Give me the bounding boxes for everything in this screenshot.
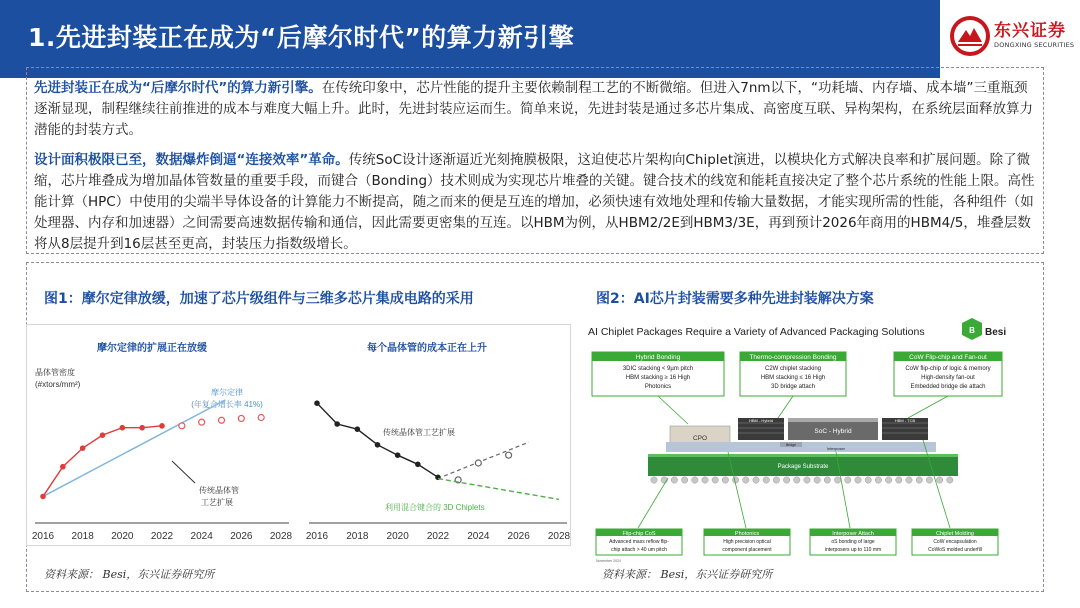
figure-1-title: 图1：摩尔定律放缓，加速了芯片级组件与三维多芯片集成电路的采用 — [44, 291, 474, 307]
chart1-xtick: 2024 — [190, 531, 213, 542]
solder-ball — [722, 477, 728, 483]
svg-text:component placement: component placement — [722, 547, 772, 553]
svg-text:Embedded bridge die attach: Embedded bridge die attach — [910, 384, 986, 390]
solder-ball — [651, 477, 657, 483]
chart2-scaling-label: 传统晶体管工艺扩展 — [383, 428, 455, 437]
chart1-actual-point — [80, 445, 86, 451]
svg-text:Photonics: Photonics — [734, 531, 760, 537]
chart2-projected-point — [475, 460, 481, 466]
solder-ball — [926, 477, 932, 483]
chart1-projected-point — [258, 415, 264, 421]
svg-text:Hybrid Bonding: Hybrid Bonding — [635, 354, 681, 361]
svg-text:CoWoS molded underfill: CoWoS molded underfill — [928, 547, 982, 553]
bottom-connectors — [638, 440, 950, 528]
chart2-xtick: 2020 — [386, 531, 409, 542]
svg-text:HBM - TCB: HBM - TCB — [894, 418, 916, 423]
package-stack — [648, 418, 958, 476]
figure-2-svg — [578, 318, 1018, 563]
paragraph-1 — [34, 78, 1036, 141]
chart2-historical-point — [415, 462, 421, 468]
chart1-xtick: 2026 — [230, 531, 253, 542]
figure-2-source: 资料来源： Besi，东兴证券研究所 — [602, 568, 773, 581]
chart2-xtick: 2022 — [426, 531, 450, 542]
solder-ball — [906, 477, 912, 483]
svg-text:CoW Flip-chip and Fan-out: CoW Flip-chip and Fan-out — [909, 354, 987, 361]
svg-text:Interposer: Interposer — [826, 446, 846, 451]
chart2-historical-point — [355, 426, 361, 432]
chart2-xtick: 2024 — [467, 531, 490, 542]
solder-ball — [845, 477, 851, 483]
svg-text:oS bonding of large: oS bonding of large — [831, 539, 875, 545]
dongxing-logo-icon — [948, 14, 992, 58]
paragraph-2-lead: 设计面积极限已至，数据爆炸倒逼“连接效率”革命。 — [34, 152, 349, 168]
svg-text:Flip-chip CoS: Flip-chip CoS — [622, 531, 656, 537]
chart2-hybrid-line — [438, 479, 559, 500]
svg-text:3D bridge attach: 3D bridge attach — [770, 384, 816, 390]
solder-ball — [936, 477, 942, 483]
svg-text:CoW flip-chip of logic & memor: CoW flip-chip of logic & memory — [905, 366, 991, 372]
chart2-xtick: 2028 — [547, 531, 571, 542]
svg-text:HBM stacking ≥ 16 High: HBM stacking ≥ 16 High — [625, 375, 691, 381]
svg-text:Interposer Attach: Interposer Attach — [832, 531, 874, 537]
chart1-moore-label-line1: 摩尔定律 — [211, 388, 243, 397]
solder-ball — [855, 477, 861, 483]
solder-ball — [681, 477, 687, 483]
solder-ball — [834, 477, 840, 483]
solder-ball — [753, 477, 759, 483]
svg-text:chip attach > 40 um pitch: chip attach > 40 um pitch — [611, 547, 667, 553]
chart1-xtick: 2020 — [111, 531, 134, 542]
svg-text:CPO: CPO — [692, 435, 708, 442]
paragraph-1-lead: 先进封装正在成为“后摩尔时代”的算力新引擎。 — [34, 80, 322, 96]
svg-text:Advanced mass reflow flip-: Advanced mass reflow flip- — [609, 539, 669, 545]
chart1-projected-point — [219, 417, 225, 423]
chart2-historical-point — [314, 400, 320, 406]
solder-ball — [865, 477, 871, 483]
figure-2-title: 图2：AI芯片封装需要多种先进封装解决方案 — [596, 291, 874, 307]
svg-text:High-density fan-out: High-density fan-out — [921, 375, 975, 381]
top-box-hybrid — [592, 352, 724, 396]
chart1-moore-label-line2: (年复合增长率 41%) — [191, 400, 263, 409]
svg-text:HBM stacking ≤ 16 High: HBM stacking ≤ 16 High — [760, 375, 826, 381]
svg-text:Photonics: Photonics — [644, 384, 672, 390]
chart1-actual-point — [139, 425, 145, 431]
bottom-box-photonics — [704, 529, 790, 555]
solder-ball — [794, 477, 800, 483]
solder-ball — [947, 477, 953, 483]
solder-ball — [875, 477, 881, 483]
chart1-title: 摩尔定律的扩展正在放缓 — [97, 343, 207, 354]
besi-wordmark: Besi — [985, 327, 1007, 338]
chart1-trend-line — [43, 400, 225, 497]
svg-text:interposers up to 110 mm: interposers up to 110 mm — [824, 547, 882, 553]
chart2-chiplet-label: 利用混合键合的 3D Chiplets — [385, 503, 485, 512]
page-title: 1.先进封装正在成为“后摩尔时代”的算力新引擎 — [28, 23, 575, 52]
chart2-xtick: 2026 — [507, 531, 530, 542]
chart1-actual-point — [120, 425, 126, 431]
chart1-scaling-label-line2: 工艺扩展 — [201, 498, 233, 507]
logo-text-cn: 东兴证券 — [994, 21, 1066, 41]
svg-text:CoW encapsulation: CoW encapsulation — [933, 539, 977, 545]
chart2-title: 每个晶体管的成本正在上升 — [367, 343, 487, 354]
solder-ball — [692, 477, 698, 483]
chart1-xtick: 2028 — [269, 531, 293, 542]
paragraph-1-body: 在传统印象中，芯片性能的提升主要依赖制程工艺的不断微缩。但进入7nm以下，“功耗墙、内存墙、成本墙”三重瓶颈逐渐显现，制程继续往前推进的成本与难度大幅上升。此时，先进封装应运而生。简单来说，先进封装是通过多芯片集成、高密度互联、异构架构，在系统层面释放算力潜能的封装方式。 — [34, 80, 1033, 138]
chart1-ylabel-line1: 晶体管密度 — [35, 368, 75, 377]
solder-ball — [773, 477, 779, 483]
chart1-actual-point — [40, 494, 46, 500]
svg-text:Bridge: Bridge — [785, 443, 797, 447]
company-logo — [948, 12, 1073, 62]
solder-ball — [824, 477, 830, 483]
chart2-projected-line — [444, 442, 529, 476]
figure-1-svg — [27, 325, 572, 547]
paragraph-2 — [34, 150, 1036, 255]
chart1-xtick: 2016 — [31, 531, 55, 542]
solder-ball — [916, 477, 922, 483]
paragraph-2-body: 传统SoC设计逐渐逼近光刻掩膜极限，这迫使芯片架构向Chiplet演进，以模块化方式解决良率和扩展问题。除了微缩，芯片堆叠成为增加晶体管数量的重要手段，而键合（Bonding）技术则成为实现芯片堆叠的关键。键合技术的线宽和能耗直接决定了整个芯片系统的性能上限。高性能计算（HPC）中使用的尖端半导体设备的计算能力不断提高，随之而来的便是互连的增加，必须快速有效地处理和传输大量数据，才能实现所需的性能，各种组件（如处理器、内存和加速器）之间需要高速数据传输和通信，因此需要更密集的互连。以HBM为例，从HBM2/2E到HBM3/3E，再到预计2026年商用的HBM4/5，堆叠层数将从8层提升到16层甚至更高，封装压力指数级增长。 — [34, 152, 1035, 252]
solder-ball — [814, 477, 820, 483]
diagram-footer: November 2024 — [596, 559, 621, 563]
solder-ball — [763, 477, 769, 483]
figure-1-source: 资料来源： Besi，东兴证券研究所 — [44, 568, 215, 581]
solder-ball — [671, 477, 677, 483]
chart2-xtick: 2018 — [346, 531, 369, 542]
chart2-xtick: 2016 — [305, 531, 329, 542]
top-box-cow — [894, 352, 1002, 396]
svg-text:High precision optical: High precision optical — [723, 539, 771, 545]
solder-ball — [783, 477, 789, 483]
svg-text:Chiplet Molding: Chiplet Molding — [936, 531, 974, 537]
solder-ball — [885, 477, 891, 483]
chart2-historical-point — [395, 452, 401, 458]
chart1-projected-point — [199, 419, 205, 425]
solder-ball — [732, 477, 738, 483]
diagram-banner: AI Chiplet Packages Require a Variety of Advanced Packaging Solutions — [588, 326, 925, 338]
solder-ball — [743, 477, 749, 483]
solder-ball — [804, 477, 810, 483]
solder-ball — [896, 477, 902, 483]
chart1-actual-point — [60, 464, 66, 470]
chart2-projected-point — [506, 452, 512, 458]
chart1-projected-point — [179, 423, 185, 429]
svg-text:B: B — [969, 326, 975, 335]
svg-text:C2W chiplet stacking: C2W chiplet stacking — [764, 366, 822, 372]
svg-text:HBM - Hybrid: HBM - Hybrid — [748, 418, 774, 423]
logo-text-en: DONGXING SECURITIES — [994, 41, 1075, 49]
chart1-scaling-label-line1: 传统晶体管 — [199, 486, 239, 495]
chart2-historical-point — [334, 421, 340, 427]
figure-1-chart — [26, 324, 571, 546]
svg-text:Package Substrate: Package Substrate — [777, 464, 829, 470]
figure-2-diagram — [578, 318, 1018, 563]
svg-text:3DIC stacking < 9µm pitch: 3DIC stacking < 9µm pitch — [622, 366, 694, 372]
solder-balls — [651, 477, 953, 483]
besi-logo — [962, 318, 1006, 340]
chart2-historical-point — [375, 442, 381, 448]
chart1-xtick: 2018 — [71, 531, 94, 542]
chart1-ylabel-line2: (#xtors/mm²) — [35, 380, 81, 389]
solder-ball — [712, 477, 718, 483]
solder-ball — [702, 477, 708, 483]
svg-text:Thermo-compression Bonding: Thermo-compression Bonding — [749, 354, 837, 361]
bottom-box-interposer — [810, 529, 896, 555]
bottom-box-flipchip — [596, 529, 682, 555]
svg-text:SoC - Hybrid: SoC - Hybrid — [814, 428, 852, 435]
chart1-xtick: 2022 — [150, 531, 174, 542]
chart1-pointer-line — [172, 461, 195, 483]
chart1-actual-point — [159, 423, 165, 429]
chart1-actual-point — [100, 432, 106, 438]
bottom-box-molding — [912, 529, 998, 555]
chart1-projected-point — [238, 415, 244, 421]
top-box-tcb — [740, 352, 846, 396]
